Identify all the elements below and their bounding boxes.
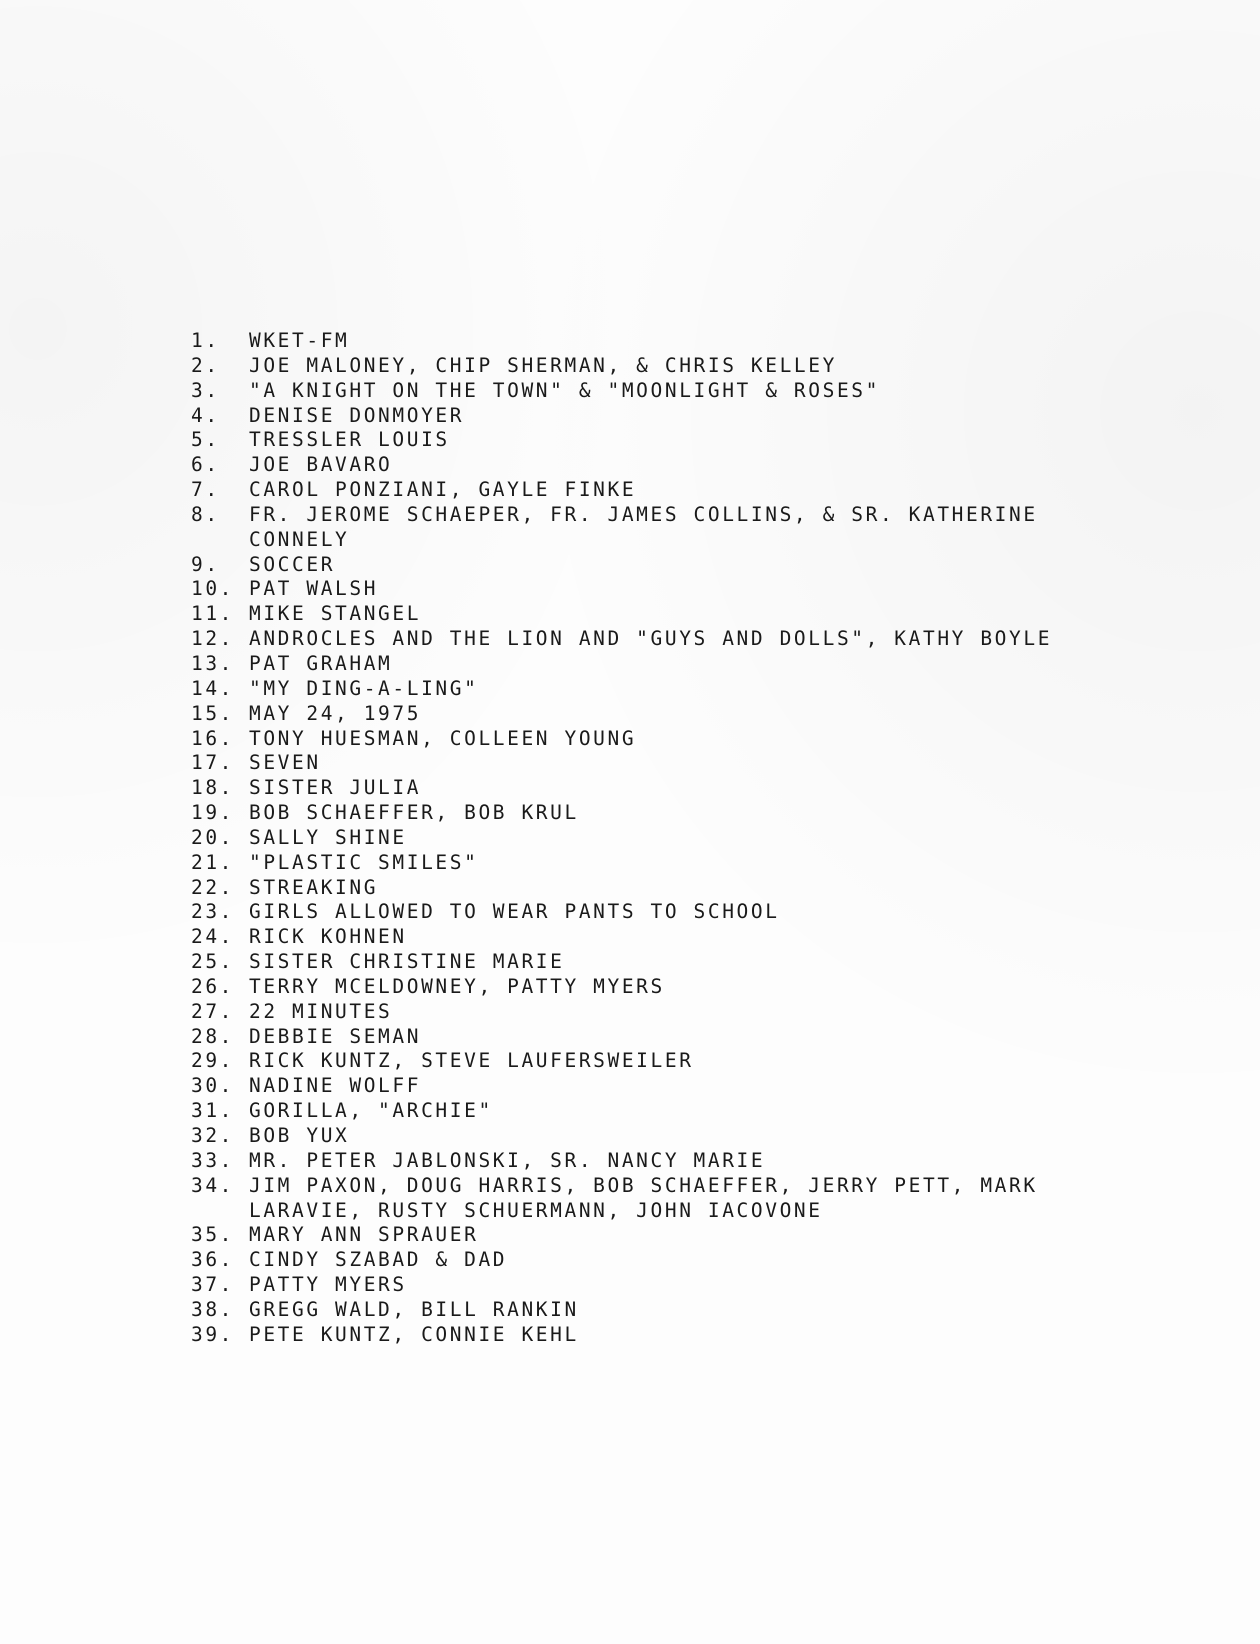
list-item — [191, 876, 1211, 901]
list-item — [191, 727, 1211, 752]
list-item — [191, 329, 1211, 354]
item-number: 24. — [191, 925, 235, 949]
item-number: 8. — [191, 502, 220, 526]
item-number: 29. — [191, 1049, 235, 1073]
item-text: GIRLS ALLOWED TO WEAR PANTS TO SCHOOL — [249, 900, 780, 924]
list-item — [191, 404, 1211, 429]
list-item — [191, 1049, 1211, 1074]
item-number: 28. — [191, 1024, 235, 1048]
item-number: 4. — [191, 403, 220, 427]
list-item — [191, 950, 1211, 975]
item-text: WKET-FM — [249, 329, 350, 352]
item-number: 30. — [191, 1074, 235, 1098]
list-item — [191, 602, 1211, 627]
list-item — [191, 1149, 1211, 1174]
list-item — [191, 553, 1211, 578]
list-item — [191, 1223, 1211, 1248]
list-item — [191, 1124, 1211, 1149]
item-number: 3. — [191, 378, 220, 402]
list-item — [191, 1074, 1211, 1099]
item-text: PAT GRAHAM — [249, 651, 393, 675]
item-text: MAY 24, 1975 — [249, 701, 422, 725]
item-number: 21. — [191, 850, 235, 874]
list-item — [191, 925, 1211, 950]
item-number: 19. — [191, 801, 235, 825]
list-item — [191, 801, 1211, 826]
list-item — [191, 652, 1211, 677]
list-item — [191, 1025, 1211, 1050]
list-item — [191, 1248, 1211, 1273]
list-item — [191, 1298, 1211, 1323]
item-number: 32. — [191, 1124, 235, 1147]
item-number: 2. — [191, 353, 220, 377]
item-text: RICK KOHNEN — [249, 925, 407, 949]
list-item — [191, 478, 1211, 503]
list-item — [191, 1174, 1211, 1224]
list-item — [191, 702, 1211, 727]
item-text: JOE BAVARO — [249, 453, 393, 477]
list-item — [191, 1099, 1211, 1124]
item-number: 18. — [191, 776, 235, 800]
item-number: 17. — [191, 751, 235, 775]
item-text: SOCCER — [249, 552, 336, 576]
item-number: 7. — [191, 478, 220, 502]
item-number: 36. — [191, 1248, 235, 1272]
item-number: 23. — [191, 900, 235, 924]
item-text: ANDROCLES AND THE LION AND "GUYS AND DOLLS", KATHY BOYLE — [249, 627, 1053, 651]
item-text: PATTY MYERS — [249, 1273, 407, 1297]
list-item — [191, 1273, 1211, 1298]
item-number: 31. — [191, 1099, 235, 1123]
item-text: CINDY SZABAD & DAD — [249, 1248, 508, 1272]
item-text: TRESSLER LOUIS — [249, 428, 450, 452]
list-item — [191, 677, 1211, 702]
item-number: 13. — [191, 651, 235, 675]
item-text: GREGG WALD, BILL RANKIN — [249, 1297, 579, 1321]
list-item — [191, 503, 1211, 553]
item-number: 25. — [191, 950, 235, 974]
item-text: PAT WALSH — [249, 577, 379, 601]
item-text: "PLASTIC SMILES" — [249, 850, 479, 874]
item-number: 1. — [191, 329, 220, 352]
item-number: 6. — [191, 453, 220, 477]
item-number: 33. — [191, 1148, 235, 1172]
list-item — [191, 453, 1211, 478]
item-number: 35. — [191, 1223, 235, 1247]
list-item — [191, 577, 1211, 602]
item-text: RICK KUNTZ, STEVE LAUFERSWEILER — [249, 1049, 694, 1073]
item-number: 38. — [191, 1297, 235, 1321]
answer-list — [191, 329, 1211, 1348]
item-text: JOE MALONEY, CHIP SHERMAN, & CHRIS KELLEY — [249, 353, 837, 377]
item-text: MR. PETER JABLONSKI, SR. NANCY MARIE — [249, 1148, 766, 1172]
item-number: 22. — [191, 875, 235, 899]
item-text: FR. JEROME SCHAEPER, FR. JAMES COLLINS, & SR. KATHERINE CONNELY — [249, 502, 1038, 551]
item-text: BOB YUX — [249, 1124, 350, 1147]
item-number: 34. — [191, 1173, 235, 1197]
item-number: 20. — [191, 825, 235, 849]
item-text: STREAKING — [249, 875, 379, 899]
item-text: SISTER JULIA — [249, 776, 422, 800]
list-item — [191, 751, 1211, 776]
item-number: 15. — [191, 701, 235, 725]
list-item — [191, 851, 1211, 876]
list-item — [191, 776, 1211, 801]
item-number: 37. — [191, 1273, 235, 1297]
item-text: "A KNIGHT ON THE TOWN" & "MOONLIGHT & ROSES" — [249, 378, 880, 402]
item-text: SISTER CHRISTINE MARIE — [249, 950, 565, 974]
item-number: 10. — [191, 577, 235, 601]
item-number: 9. — [191, 552, 220, 576]
list-item — [191, 826, 1211, 851]
list-item — [191, 627, 1211, 652]
item-text: 22 MINUTES — [249, 999, 393, 1023]
item-text: DEBBIE SEMAN — [249, 1024, 422, 1048]
item-text: MARY ANN SPRAUER — [249, 1223, 479, 1247]
item-text: SALLY SHINE — [249, 825, 407, 849]
item-number: 16. — [191, 726, 235, 750]
list-item — [191, 1000, 1211, 1025]
item-number: 12. — [191, 627, 235, 651]
item-text: GORILLA, "ARCHIE" — [249, 1099, 493, 1123]
list-item — [191, 428, 1211, 453]
item-text: TERRY MCELDOWNEY, PATTY MYERS — [249, 974, 665, 998]
list-item — [191, 379, 1211, 404]
list-item — [191, 975, 1211, 1000]
item-text: JIM PAXON, DOUG HARRIS, BOB SCHAEFFER, JERRY PETT, MARK LARAVIE, RUSTY SCHUERMANN, JOHN IACOVONE — [249, 1173, 1038, 1222]
item-text: PETE KUNTZ, CONNIE KEHL — [249, 1322, 579, 1346]
item-text: MIKE STANGEL — [249, 602, 422, 626]
item-number: 5. — [191, 428, 220, 452]
item-number: 26. — [191, 974, 235, 998]
item-text: TONY HUESMAN, COLLEEN YOUNG — [249, 726, 637, 750]
item-text: DENISE DONMOYER — [249, 403, 465, 427]
item-text: CAROL PONZIANI, GAYLE FINKE — [249, 478, 637, 502]
item-number: 11. — [191, 602, 235, 626]
item-number: 14. — [191, 676, 235, 700]
item-text: BOB SCHAEFFER, BOB KRUL — [249, 801, 579, 825]
item-text: "MY DING-A-LING" — [249, 676, 479, 700]
list-item — [191, 354, 1211, 379]
list-item — [191, 1323, 1211, 1348]
item-number: 39. — [191, 1322, 235, 1346]
item-text: SEVEN — [249, 751, 321, 775]
list-item — [191, 900, 1211, 925]
item-number: 27. — [191, 999, 235, 1023]
item-text: NADINE WOLFF — [249, 1074, 422, 1098]
